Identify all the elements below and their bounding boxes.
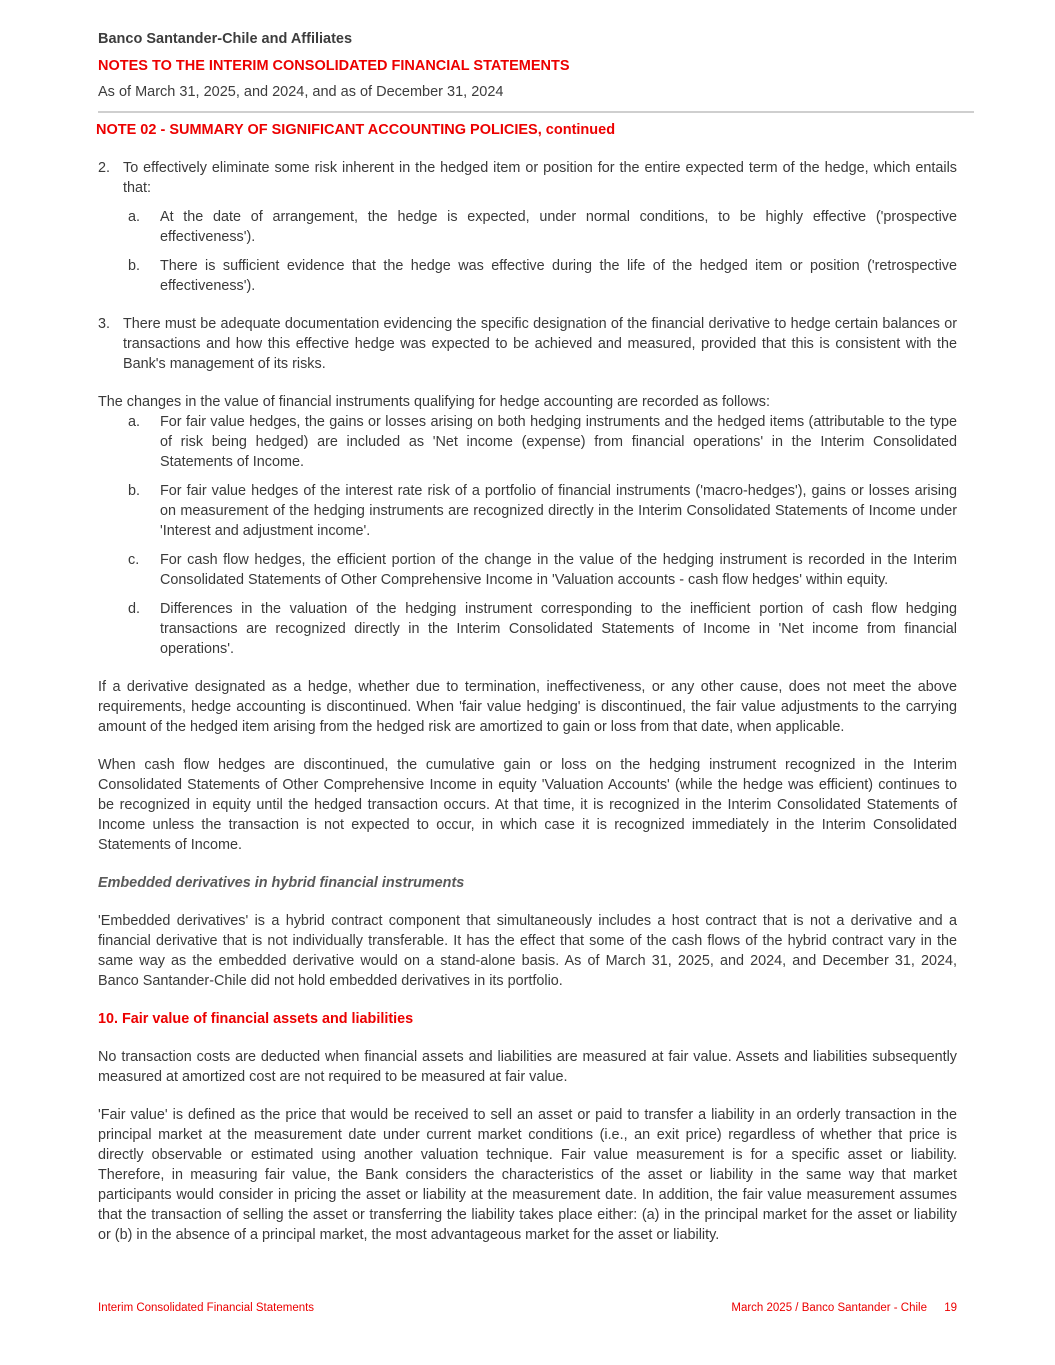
company-name: Banco Santander-Chile and Affiliates: [98, 31, 353, 47]
sub-list-item: [98, 481, 957, 541]
sub-item-text: At the date of arrangement, the hedge is expected, under normal conditions, to be highly effective ('prospective effectiveness').: [160, 209, 957, 245]
document-body: [98, 158, 957, 1245]
section-subheading: Embedded derivatives in hybrid financial instruments: [98, 875, 465, 891]
item-number: 2.: [98, 160, 111, 176]
sub-item-text: Differences in the valuation of the hedging instrument corresponding to the inefficient portion of cash flow hedging transactions are recognized directly in the Interim Consolidated Statements of Income in 'Net income from financial operations'.: [160, 601, 957, 657]
sub-item-text: There is sufficient evidence that the hedge was effective during the life of the hedged item or position ('retrospective effectiveness').: [160, 258, 957, 294]
footer-right: [731, 1302, 957, 1314]
paragraph: When cash flow hedges are discontinued, the cumulative gain or loss on the hedging instrument recognized in the Interim Consolidated Statements of Other Comprehensive Income in equity 'Valuation Accounts' (while the hedge was efficient) continues to be recognized in equity until the hedged transaction occurs. At that time, it is recognized in the Interim Consolidated Statements of Income unless the transaction is not expected to occur, in which case it is recognized immediately in the Interim Consolidated Statements of Income.: [98, 757, 957, 853]
sub-list-item: [98, 207, 957, 247]
footer-left: Interim Consolidated Financial Statements: [98, 1302, 315, 1314]
sub-item-letter: a.: [128, 209, 141, 225]
footer-source: March 2025 / Banco Santander - Chile: [731, 1302, 927, 1314]
note-title: NOTE 02 - SUMMARY OF SIGNIFICANT ACCOUNTING POLICIES, continued: [96, 122, 616, 138]
paragraph: No transaction costs are deducted when financial assets and liabilities are measured at fair value. Assets and liabilities subsequently measured at amortized cost are not required to be measured at fair value.: [98, 1049, 957, 1085]
sub-list-item: [98, 599, 957, 659]
paragraph: 'Embedded derivatives' is a hybrid contract component that simultaneously includes a host contract that is not a derivative and a financial derivative that is not individually transferable. It has the effect that some of the cash flows of the hybrid contract vary in the same way as the embedded derivative would on a stand-alone basis. As of March 31, 2025, and 2024, and December 31, 2024, Banco Santander-Chile did not hold embedded derivatives in its portfolio.: [98, 913, 957, 989]
sub-item-text: For fair value hedges of the interest rate risk of a portfolio of financial instruments ('macro-hedges'), gains or losses arising on measurement of the hedging instruments are recognized directly in the Interim Consolidated Statements of Income under 'Interest and adjustment income'.: [160, 483, 957, 539]
section-heading: 10. Fair value of financial assets and liabilities: [98, 1011, 414, 1027]
sub-item-letter: b.: [128, 258, 141, 274]
header-divider: [98, 111, 974, 113]
page-number: 19: [944, 1302, 957, 1314]
item-text: To effectively eliminate some risk inherent in the hedged item or position for the entire expected term of the hedge, which entails that:: [123, 160, 957, 196]
item-text: There must be adequate documentation evidencing the specific designation of the financial derivative to hedge certain balances or transactions and how this effective hedge was expected to be achieved and measured, provided that this is consistent with the Bank's management of its risks.: [123, 316, 957, 372]
list-item: [98, 314, 957, 374]
sub-item-letter: a.: [128, 414, 141, 430]
list-item: [98, 158, 957, 198]
sub-item-text: For cash flow hedges, the efficient portion of the change in the value of the hedging instrument is recorded in the Interim Consolidated Statements of Other Comprehensive Income in 'Valuation accounts - cash flow hedges' within equity.: [160, 552, 957, 588]
paragraph: 'Fair value' is defined as the price that would be received to sell an asset or paid to transfer a liability in an orderly transaction in the principal market at the measurement date under current market conditions (i.e., an exit price) regardless of whether that price is directly observable or estimated using another valuation technique. Fair value measurement is for a specific asset or liability. Therefore, in measuring fair value, the Bank considers the characteristics of the asset or liability in the same way that market participants would consider in pricing the asset or liability at the measurement date. In addition, the fair value measurement assumes that the transaction of selling the asset or transferring the liability takes place either: (a) in the principal market for the asset or liability or (b) in the absence of a principal market, the most advantageous market for the asset or liability.: [98, 1107, 957, 1243]
paragraph: If a derivative designated as a hedge, whether due to termination, ineffectiveness, or any other cause, does not meet the above requirements, hedge accounting is discontinued. When 'fair value hedging' is discontinued, the fair value adjustments to the carrying amount of the hedged item arising from the hedged risk are amortized to gain or loss from that date, when applicable.: [98, 679, 957, 735]
sub-item-text: For fair value hedges, the gains or losses arising on both hedging instruments and the hedged items (attributable to the type of risk being hedged) are included as 'Net income (expense) from financial operations' in the Interim Consolidated Statements of Income.: [160, 414, 957, 470]
as-of-date: As of March 31, 2025, and 2024, and as of December 31, 2024: [98, 84, 504, 100]
sub-list-item: [98, 412, 957, 472]
sub-item-letter: b.: [128, 483, 141, 499]
sub-list-item: [98, 550, 957, 590]
sub-list-item: [98, 256, 957, 296]
sub-item-letter: d.: [128, 601, 141, 617]
item-number: 3.: [98, 316, 111, 332]
notes-title: NOTES TO THE INTERIM CONSOLIDATED FINANCIAL STATEMENTS: [98, 58, 570, 74]
changes-intro: The changes in the value of financial instruments qualifying for hedge accounting are recorded as follows:: [98, 394, 770, 410]
sub-item-letter: c.: [128, 552, 140, 568]
